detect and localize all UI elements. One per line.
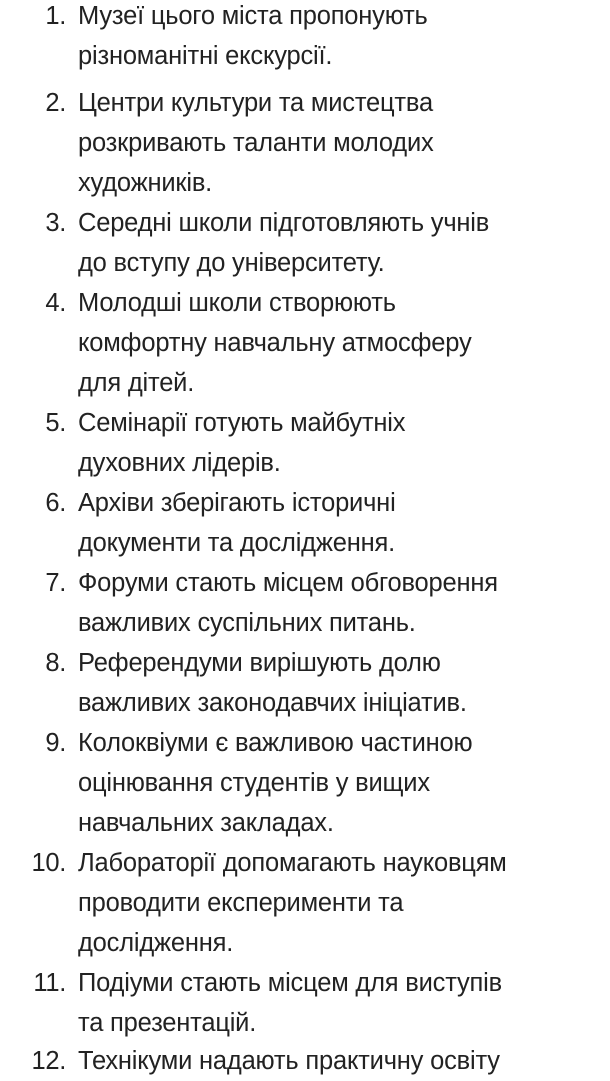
- item-number: 11.: [33, 969, 66, 997]
- item-text: [78, 963, 608, 1043]
- item-line: Подіуми стають місцем для виступів: [78, 969, 502, 997]
- item-line: Середні школи підготовляють учнів: [78, 209, 490, 237]
- item-line: важливих законодавчих ініціатив.: [78, 689, 467, 717]
- item-number: 7.: [45, 569, 66, 597]
- item-number: 8.: [45, 649, 66, 677]
- item-line: Форуми стають місцем обговорення: [78, 569, 498, 597]
- item-line: оцінювання студентів у вищих: [78, 769, 430, 797]
- item-text: [78, 483, 608, 563]
- item-line: документи та дослідження.: [78, 529, 395, 557]
- item-line: Центри культури та мистецтва: [78, 89, 433, 117]
- item-number: 10.: [31, 849, 66, 877]
- item-number: 3.: [45, 209, 66, 237]
- item-line: розкривають таланти молодих: [78, 129, 434, 157]
- item-line: різноманітні екскурсії.: [78, 42, 333, 70]
- item-line: Технікуми надають практичну освіту: [78, 1047, 500, 1075]
- item-number: 4.: [45, 289, 66, 317]
- item-text: [78, 843, 608, 963]
- item-line: важливих суспільних питань.: [78, 609, 416, 637]
- item-line: Семінарії готують майбутніх: [78, 409, 406, 437]
- item-line: дослідження.: [78, 929, 234, 957]
- item-text: [78, 1041, 608, 1081]
- item-number: 12.: [31, 1047, 66, 1075]
- item-number: 9.: [45, 729, 66, 757]
- item-number: 6.: [45, 489, 66, 517]
- item-text: [78, 643, 608, 723]
- item-line: Референдуми вирішують долю: [78, 649, 441, 677]
- item-text: [78, 403, 608, 483]
- item-line: комфортну навчальну атмосферу: [78, 329, 472, 357]
- item-line: Колоквіуми є важливою частиною: [78, 729, 473, 757]
- item-number: 5.: [45, 409, 66, 437]
- item-text: [78, 563, 608, 643]
- item-line: художників.: [78, 169, 213, 197]
- item-line: проводити експерименти та: [78, 889, 404, 917]
- item-line: Архіви зберігають історичні: [78, 489, 396, 517]
- item-text: [78, 723, 608, 843]
- item-line: та презентацій.: [78, 1009, 257, 1037]
- item-text: [78, 83, 608, 203]
- item-line: до вступу до університету.: [78, 249, 385, 277]
- item-number: 1.: [45, 2, 66, 30]
- item-line: Музеї цього міста пропонують: [78, 2, 428, 30]
- item-text: [78, 0, 608, 76]
- item-line: Молодші школи створюють: [78, 289, 396, 317]
- item-text: [78, 283, 608, 403]
- item-line: для дітей.: [78, 369, 195, 397]
- item-text: [78, 203, 608, 283]
- item-line: навчальних закладах.: [78, 809, 334, 837]
- item-line: Лабораторії допомагають науковцям: [78, 849, 507, 877]
- item-line: духовних лідерів.: [78, 449, 281, 477]
- item-number: 2.: [45, 89, 66, 117]
